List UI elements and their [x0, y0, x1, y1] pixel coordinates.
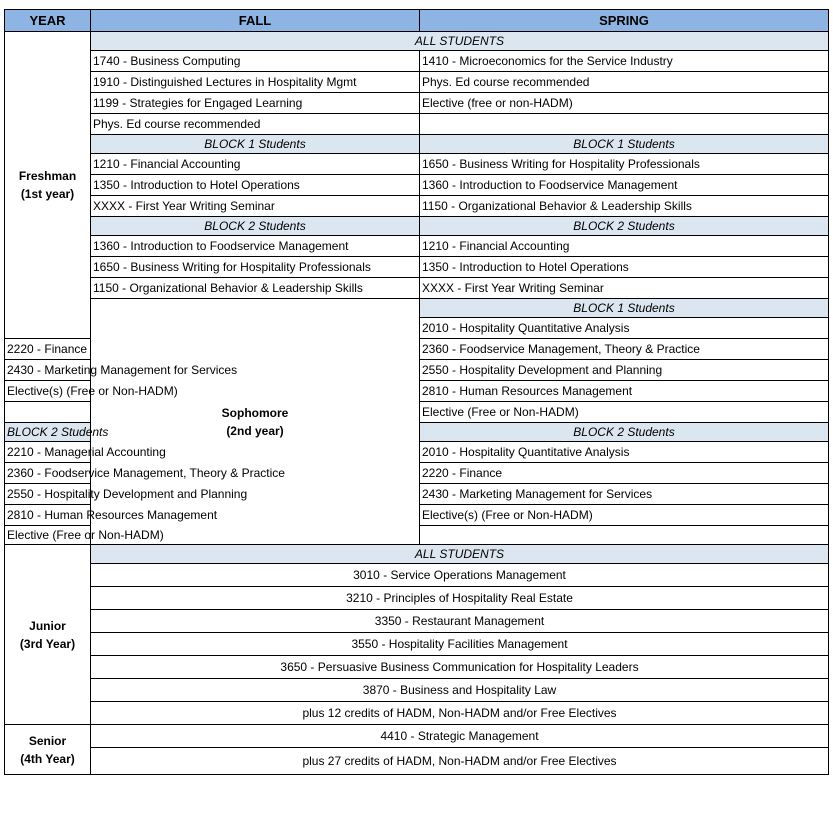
fall-course: 1150 - Organizational Behavior & Leadership Skills [91, 278, 420, 299]
spring-course: Elective(s) (Free or Non-HADM) [420, 505, 829, 526]
sophomore-block2-spring-heading: BLOCK 2 Students [420, 423, 829, 442]
freshman-all-students-row [5, 32, 829, 51]
spring-course [420, 114, 829, 135]
senior-sublabel: (4th Year) [20, 751, 75, 766]
junior-all-students-row [5, 545, 829, 564]
spring-course: 2220 - Finance [420, 463, 829, 484]
senior-row [5, 725, 829, 748]
fall-course: 1350 - Introduction to Hotel Operations [91, 175, 420, 196]
junior-all-students-heading: ALL STUDENTS [91, 545, 829, 564]
table-row [5, 175, 829, 196]
spring-header: SPRING [420, 10, 829, 32]
sophomore-label: Sophomore [221, 405, 289, 420]
freshman-block1-fall-heading: BLOCK 1 Students [91, 135, 420, 154]
fall-course: 1740 - Business Computing [91, 51, 420, 72]
fall-course: 1210 - Financial Accounting [91, 154, 420, 175]
spring-course: 1150 - Organizational Behavior & Leadership Skills [420, 196, 829, 217]
spring-course: 2360 - Foodservice Management, Theory & Practice [420, 339, 829, 360]
fall-course: 1910 - Distinguished Lectures in Hospitality Mgmt [91, 72, 420, 93]
spring-course: Phys. Ed course recommended [420, 72, 829, 93]
table-row [5, 278, 829, 299]
fall-course: 2010 - Hospitality Quantitative Analysis [420, 318, 829, 339]
spring-course: Elective (Free or Non-HADM) [420, 402, 829, 423]
spring-course: 1360 - Introduction to Foodservice Management [420, 175, 829, 196]
fall-course: 2810 - Human Resources Management [5, 505, 91, 526]
sophomore-block1-fall-heading: BLOCK 1 Students [420, 299, 829, 318]
spring-course: Elective (free or non-HADM) [420, 93, 829, 114]
spring-course: 2550 - Hospitality Development and Planning [420, 360, 829, 381]
sophomore-block1-row [5, 299, 829, 318]
senior-course: plus 27 credits of HADM, Non-HADM and/or Free Electives [91, 748, 829, 775]
junior-course: 3010 - Service Operations Management [91, 564, 829, 587]
spring-course: 2430 - Marketing Management for Services [420, 484, 829, 505]
fall-course: 2220 - Finance [5, 339, 91, 360]
freshman-block2-spring-heading: BLOCK 2 Students [420, 217, 829, 236]
senior-year-label [5, 725, 91, 775]
freshman-block1-spring-heading: BLOCK 1 Students [420, 135, 829, 154]
junior-course: 3350 - Restaurant Management [91, 610, 829, 633]
fall-course: XXXX - First Year Writing Seminar [91, 196, 420, 217]
table-row [5, 154, 829, 175]
year-header: YEAR [5, 10, 91, 32]
junior-label: Junior [29, 618, 66, 633]
fall-course: 2210 - Managerial Accounting [5, 442, 91, 463]
table-row [5, 587, 829, 610]
freshman-year-label [5, 32, 91, 339]
junior-sublabel: (3rd Year) [19, 636, 76, 651]
table-row [5, 748, 829, 775]
fall-course: Elective(s) (Free or Non-HADM) [5, 381, 91, 402]
fall-course: 2360 - Foodservice Management, Theory & Practice [5, 463, 91, 484]
header-row [5, 10, 829, 32]
table-row [5, 114, 829, 135]
fall-header: FALL [91, 10, 420, 32]
spring-course [420, 526, 829, 545]
spring-course: 1410 - Microeconomics for the Service Industry [420, 51, 829, 72]
spring-course: XXXX - First Year Writing Seminar [420, 278, 829, 299]
table-row [5, 236, 829, 257]
table-row [5, 656, 829, 679]
table-row [5, 93, 829, 114]
freshman-label: Freshman [18, 169, 77, 183]
sophomore-block2-fall-heading: BLOCK 2 Students [5, 423, 91, 442]
fall-course: 2430 - Marketing Management for Services [5, 360, 91, 381]
freshman-sublabel: (1st year) [20, 187, 75, 201]
junior-course: 3550 - Hospitality Facilities Management [91, 633, 829, 656]
junior-year-label [5, 545, 91, 725]
table-row [5, 702, 829, 725]
table-row [5, 196, 829, 217]
table-row [5, 679, 829, 702]
fall-course: Elective (Free or Non-HADM) [5, 526, 91, 545]
spring-course: 1650 - Business Writing for Hospitality Professionals [420, 154, 829, 175]
spring-course: 1350 - Introduction to Hotel Operations [420, 257, 829, 278]
senior-label: Senior [28, 733, 67, 748]
freshman-block2-fall-heading: BLOCK 2 Students [91, 217, 420, 236]
table-row [5, 633, 829, 656]
table-row [5, 72, 829, 93]
junior-course: 3650 - Persuasive Business Communication for Hospitality Leaders [91, 656, 829, 679]
fall-course [5, 402, 91, 423]
sophomore-sublabel: (2nd year) [226, 423, 284, 438]
junior-course: 3210 - Principles of Hospitality Real Estate [91, 587, 829, 610]
fall-course: 1199 - Strategies for Engaged Learning [91, 93, 420, 114]
senior-course: 4410 - Strategic Management [91, 725, 829, 748]
freshman-block2-row [5, 217, 829, 236]
curriculum-table [4, 9, 829, 775]
freshman-all-students-heading: ALL STUDENTS [91, 32, 829, 51]
fall-course: 1650 - Business Writing for Hospitality Professionals [91, 257, 420, 278]
spring-course: 1210 - Financial Accounting [420, 236, 829, 257]
spring-course: 2010 - Hospitality Quantitative Analysis [420, 442, 829, 463]
fall-course: 2550 - Hospitality Development and Planning [5, 484, 91, 505]
freshman-block1-row [5, 135, 829, 154]
table-row [5, 51, 829, 72]
table-row [5, 564, 829, 587]
fall-course: Phys. Ed course recommended [91, 114, 420, 135]
junior-course: 3870 - Business and Hospitality Law [91, 679, 829, 702]
table-row [5, 610, 829, 633]
fall-course: 1360 - Introduction to Foodservice Management [91, 236, 420, 257]
junior-course: plus 12 credits of HADM, Non-HADM and/or Free Electives [91, 702, 829, 725]
table-row [5, 257, 829, 278]
spring-course: 2810 - Human Resources Management [420, 381, 829, 402]
